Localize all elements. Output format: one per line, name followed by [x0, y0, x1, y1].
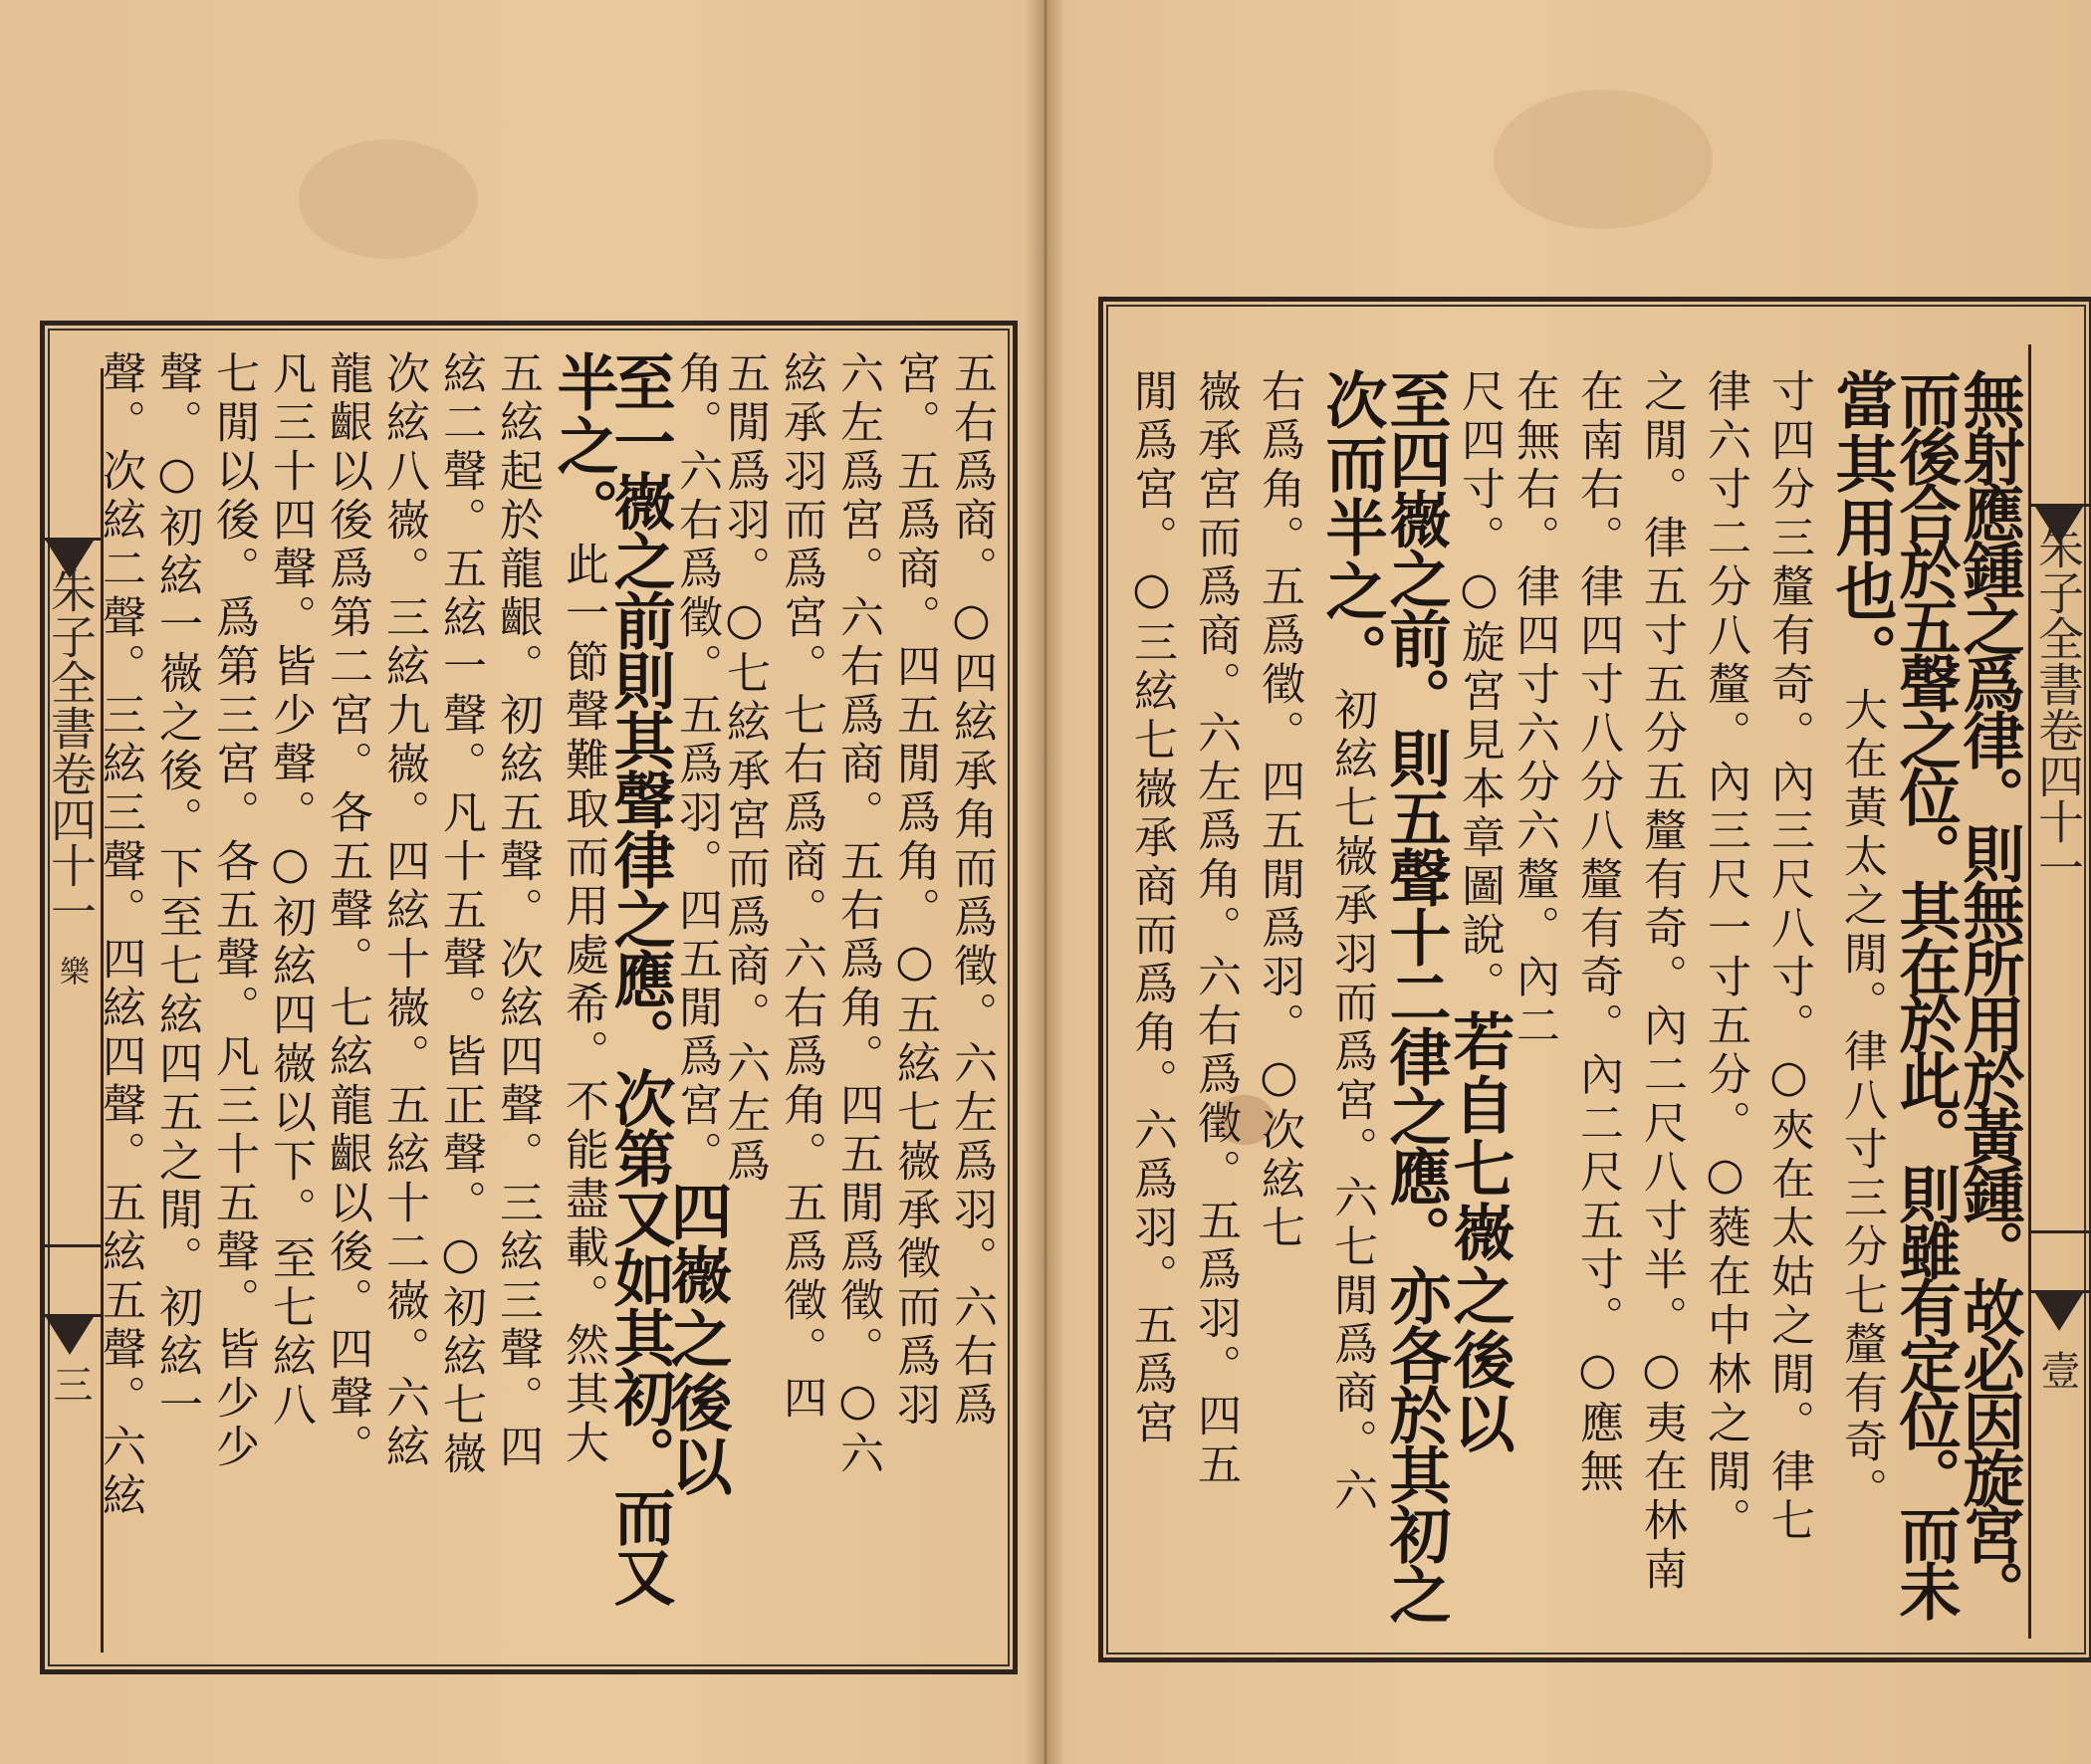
text-column: 六左爲宮。六右爲商。五右爲角。四五閒爲徵。○六	[832, 350, 883, 1479]
right-page-center-strip	[2028, 344, 2090, 1639]
text-column: 聲。○初絃一嶶之後。下至七絃四五之閒。初絃一	[151, 350, 202, 1431]
fishtail-top	[2031, 504, 2090, 507]
text-column: 五右爲商。○四絃承角而爲徵。六左爲羽。六右爲	[946, 350, 997, 1431]
main-text: 四嶶之後以	[660, 1180, 733, 1498]
text-column	[547, 350, 619, 1468]
text-column: 寸四分三釐有奇。內三尺八寸。○夾在太姑之閒。律七	[1763, 368, 1814, 1546]
main-text: 當其用也。	[1825, 368, 1898, 687]
fishtail-divider	[42, 1244, 101, 1247]
commentary-text: 初絃七嶶承羽而爲宮。六七閒爲商。六	[1326, 687, 1377, 1516]
text-column: 右爲角。五爲徵。四五閒爲羽。○次絃七	[1254, 368, 1304, 1253]
main-text: 若自七嶶之後以	[1443, 1009, 1515, 1455]
text-column	[1443, 368, 1515, 1455]
commentary-text: 此一節聲難取而用處希。不能盡載。然其大	[558, 542, 608, 1468]
commentary-text: 角。六右爲徵。五爲羽。四五閒爲宮。	[671, 350, 722, 1180]
commentary-text: 大在黃太之閒。律八寸三分七釐有奇。	[1836, 687, 1887, 1516]
text-column: 閒爲宮。○三絃七嶶承商而爲角。六爲羽。五爲宮	[1126, 368, 1177, 1448]
text-column: 而後合於五聲之位。其在於此。則雖有定位。而未	[1889, 368, 1962, 1617]
text-column: 絃承羽而爲宮。七右爲商。六右爲角。五爲徵。四	[776, 350, 826, 1424]
text-column: 嶶承宮而爲商。六左爲角。六右爲徵。五爲羽。四五	[1190, 368, 1241, 1490]
text-column: 宮。五爲商。四五閒爲角。○五絃七嶶承徵而爲羽	[889, 350, 940, 1431]
section-label: 樂	[54, 956, 89, 986]
text-column: 至四嶶之前。則五聲十二律之應。亦各於其初之	[1379, 368, 1452, 1623]
right-page	[1050, 0, 2091, 1764]
fishtail-top	[42, 538, 101, 541]
left-page	[0, 0, 1041, 1764]
text-column: 七閒以後。爲第三宮。各五聲。凡三十五聲。皆少少	[208, 350, 259, 1472]
text-column: 聲。次絃二聲。三絃三聲。四絃四聲。五絃五聲。六絃	[95, 350, 145, 1521]
page-number: 三	[47, 1364, 93, 1404]
text-column: 凡三十四聲。皆少聲。○初絃四嶶以下。至七絃八	[265, 350, 316, 1431]
text-column: 之閒。律五寸五分五釐有奇。內二尺八寸半。○夷在林南	[1636, 368, 1687, 1595]
fishtail-divider	[2031, 1230, 2090, 1233]
text-column: 龍齦以後爲第二宮。各五聲。七絃龍齦以後。四聲。	[322, 350, 372, 1472]
page-number: 壹	[2034, 1350, 2080, 1390]
text-column: 次絃八嶶。三絃九嶶。四絃十嶶。五絃十二嶶。六絃	[378, 350, 429, 1472]
fishtail-bottom	[2031, 1290, 2090, 1293]
text-column: 律六寸二分八釐。內三尺一寸五分。○蕤在中林之閒。	[1700, 368, 1750, 1546]
text-column: 在無右。律四寸六分六釐。內二	[1509, 368, 1559, 1051]
text-column: 絃二聲。五絃一聲。凡十五聲。皆正聲。○初絃七嶶	[435, 350, 486, 1479]
text-column: 五絃起於龍齦。初絃五聲。次絃四聲。三絃三聲。四	[492, 350, 543, 1472]
fishtail-bottom	[42, 1314, 101, 1317]
text-column: 五閒爲羽。○七絃承宮而爲商。六左爲	[719, 350, 770, 1187]
main-text: 半之。	[547, 350, 619, 542]
text-column	[1825, 368, 1898, 1516]
text-column: 在南右。律四寸八分八釐有奇。內二尺五寸。○應無	[1572, 368, 1623, 1497]
text-column	[1315, 368, 1388, 1516]
book-title: 朱子全書卷四十一	[2031, 524, 2085, 890]
book-gutter	[1026, 0, 1065, 1764]
commentary-text: 尺四寸。○旋宮見本章圖說。	[1454, 368, 1505, 1009]
text-column: 無射應鍾之爲律。則無所用於黃鍾。故必因旋宮。	[1953, 368, 2025, 1617]
main-text: 次而半之。	[1315, 368, 1388, 687]
book-title: 朱子全書卷四十一	[44, 567, 98, 934]
text-column: 至一嶶之前則其聲律之應。次第又如其初。而又	[603, 350, 676, 1605]
